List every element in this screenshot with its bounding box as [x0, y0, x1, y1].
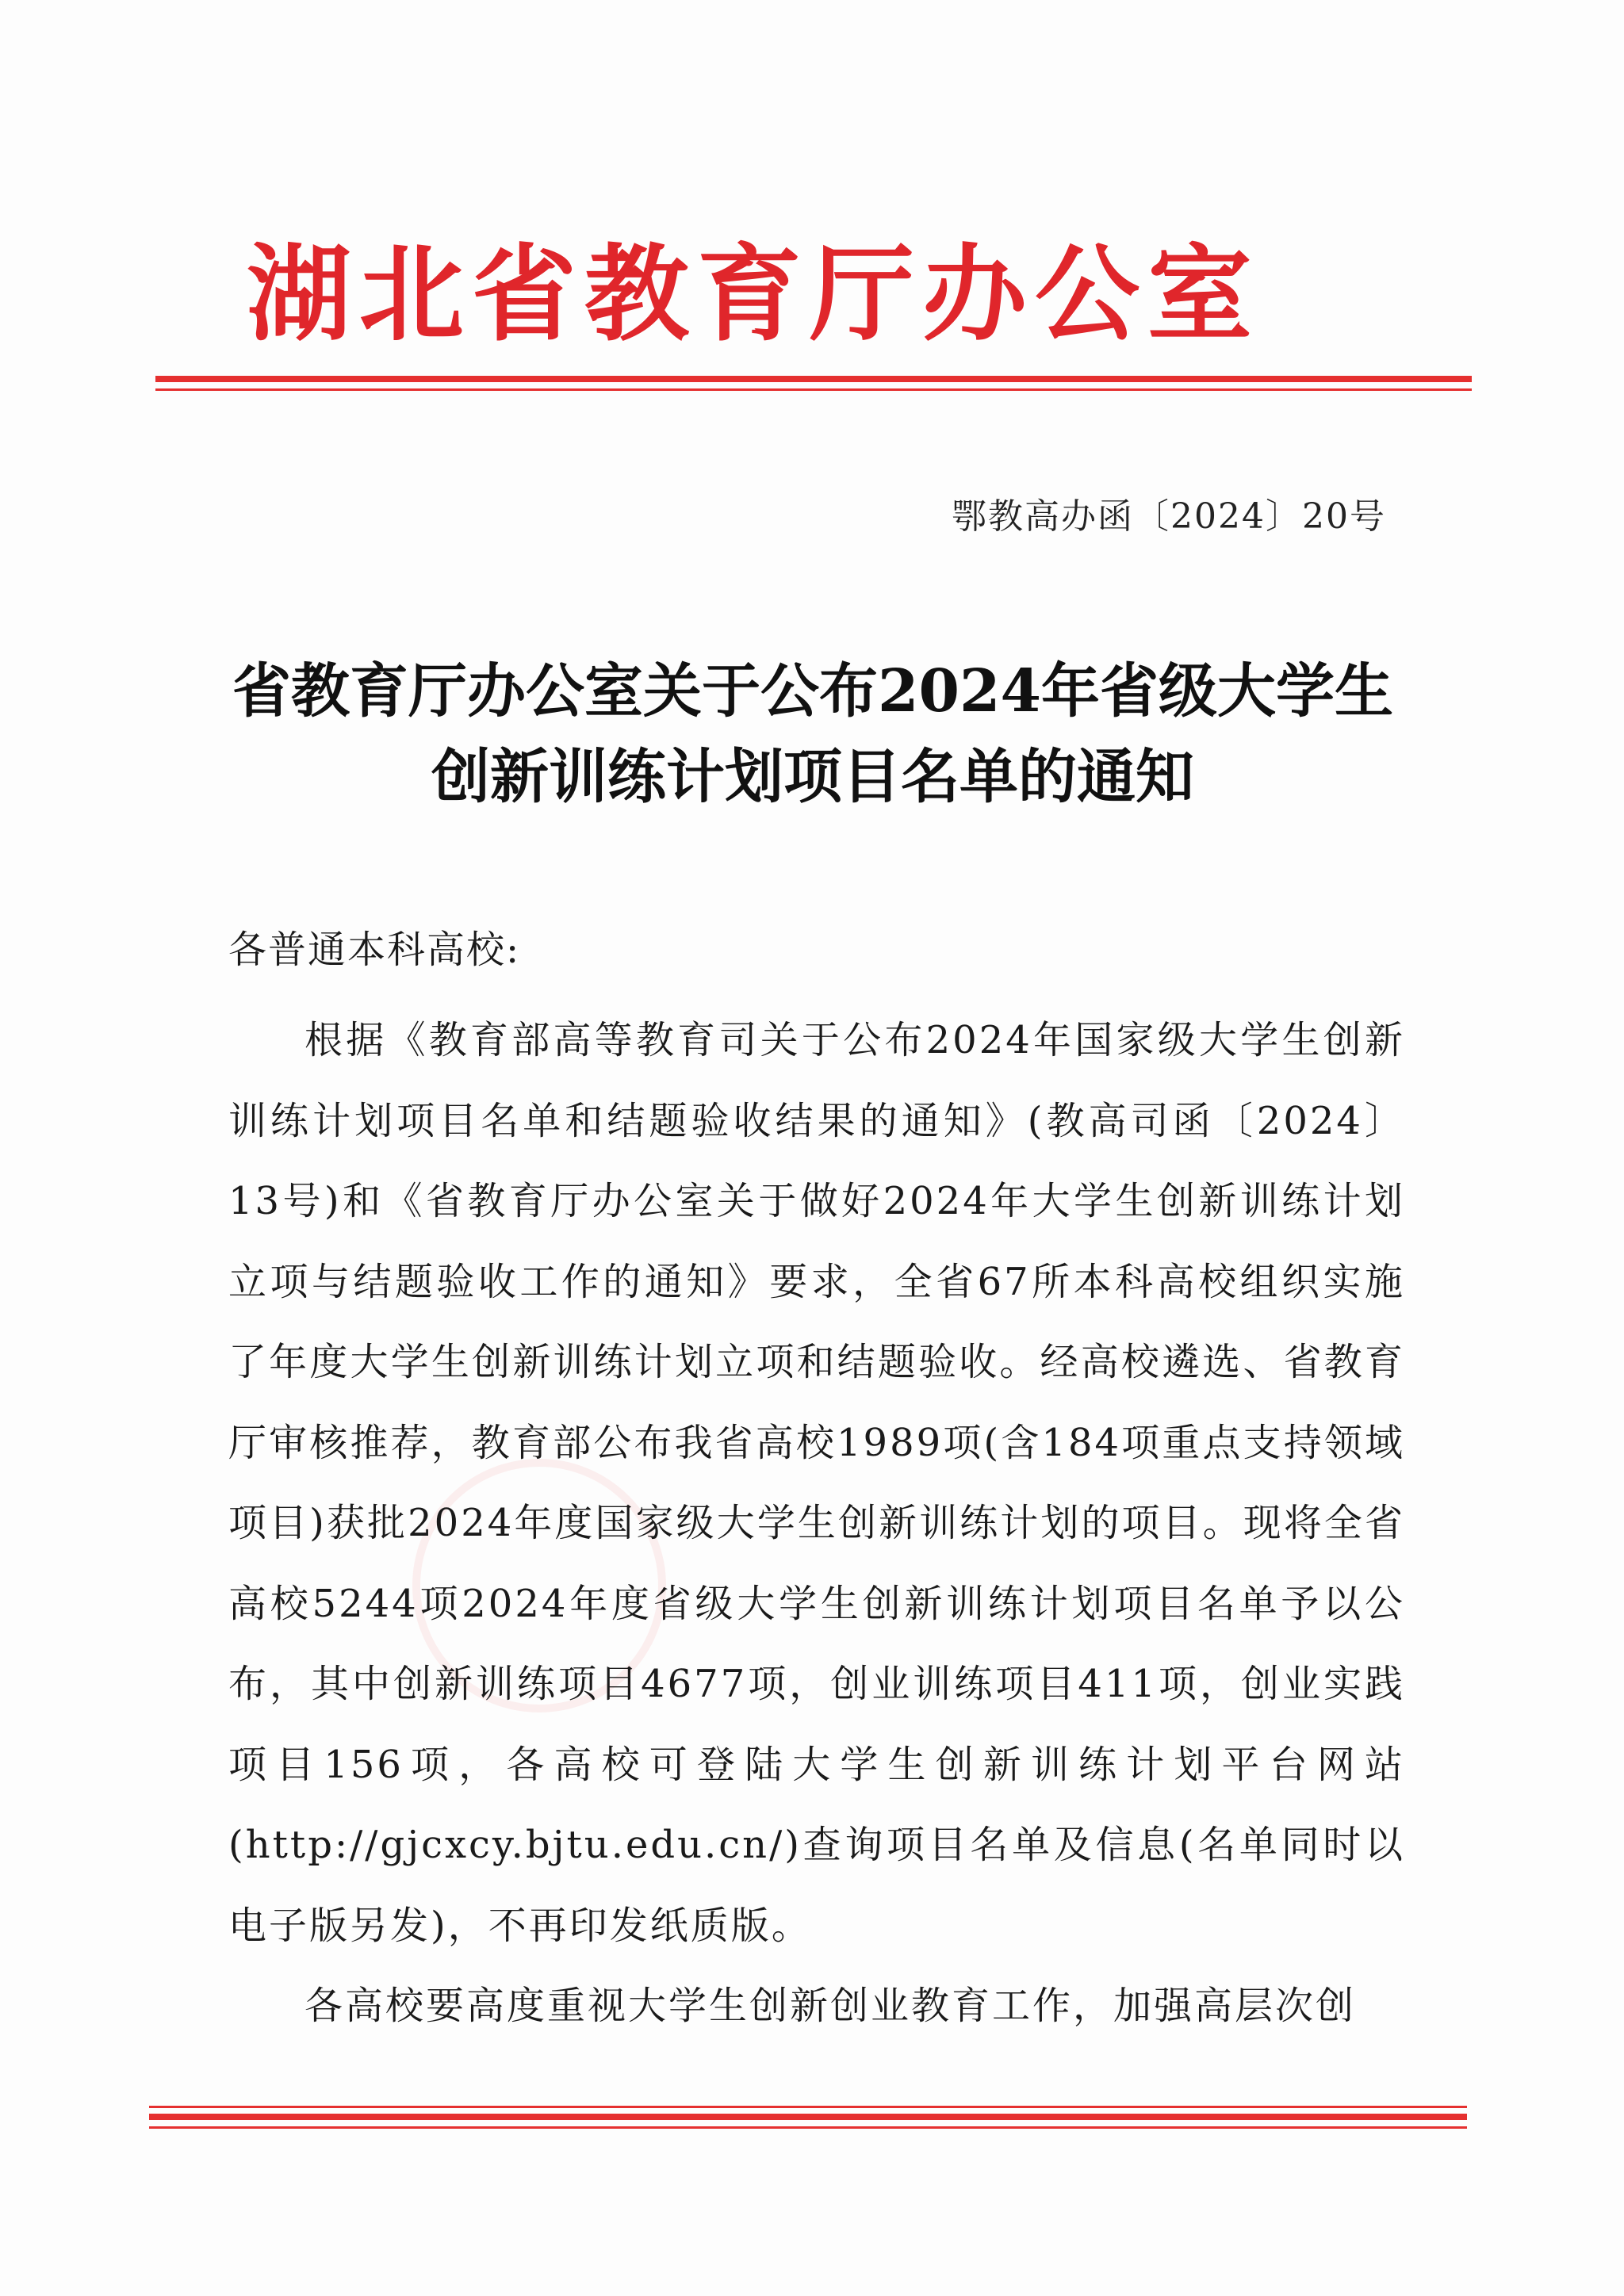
title-line-1: 省教育厅办公室关于公布2024年省级大学生: [232, 657, 1393, 725]
body-paragraph-2: 各高校要高度重视大学生创新创业教育工作，加强高层次创: [304, 1984, 1357, 2028]
body-text: [228, 1001, 1405, 2047]
body-paragraph-1: 根据《教育部高等教育司关于公布2024年国家级大学生创新训练计划项目名单和结题验收结果的通知》(教高司函〔2024〕13号)和《省教育厅办公室关于做好2024年大学生创新训练计划立项与结题验收工作的通知》要求，全省67所本科高校组织实施了年度大学生创新训练计划立项和结题验收。经高校遴选、省教育厅审核推荐，教育部公布我省高校1989项(含184项重点支持领域项目)获批2024年度国家级大学生创新训练计划的项目。现将全省高校5244项2024年度省级大学生创新训练计划项目名单予以公布，其中创新训练项目4677项，创业训练项目411项，创业实践项目156项，各高校可登陆大学生创新训练计划平台网站(http://gjcxcy.bjtu.edu.cn/)查询项目名单及信息(名单同时以电子版另发)，不再印发纸质版。: [228, 1018, 1405, 1948]
document-number: 鄂教高办函〔2024〕20号: [952, 496, 1386, 537]
salutation: 各普通本科高校:: [228, 928, 521, 972]
document-title: [159, 649, 1467, 820]
masthead-org-name: 湖北省教育厅办公室: [247, 233, 1260, 356]
title-line-2: 创新训练计划项目名单的通知: [431, 743, 1194, 811]
